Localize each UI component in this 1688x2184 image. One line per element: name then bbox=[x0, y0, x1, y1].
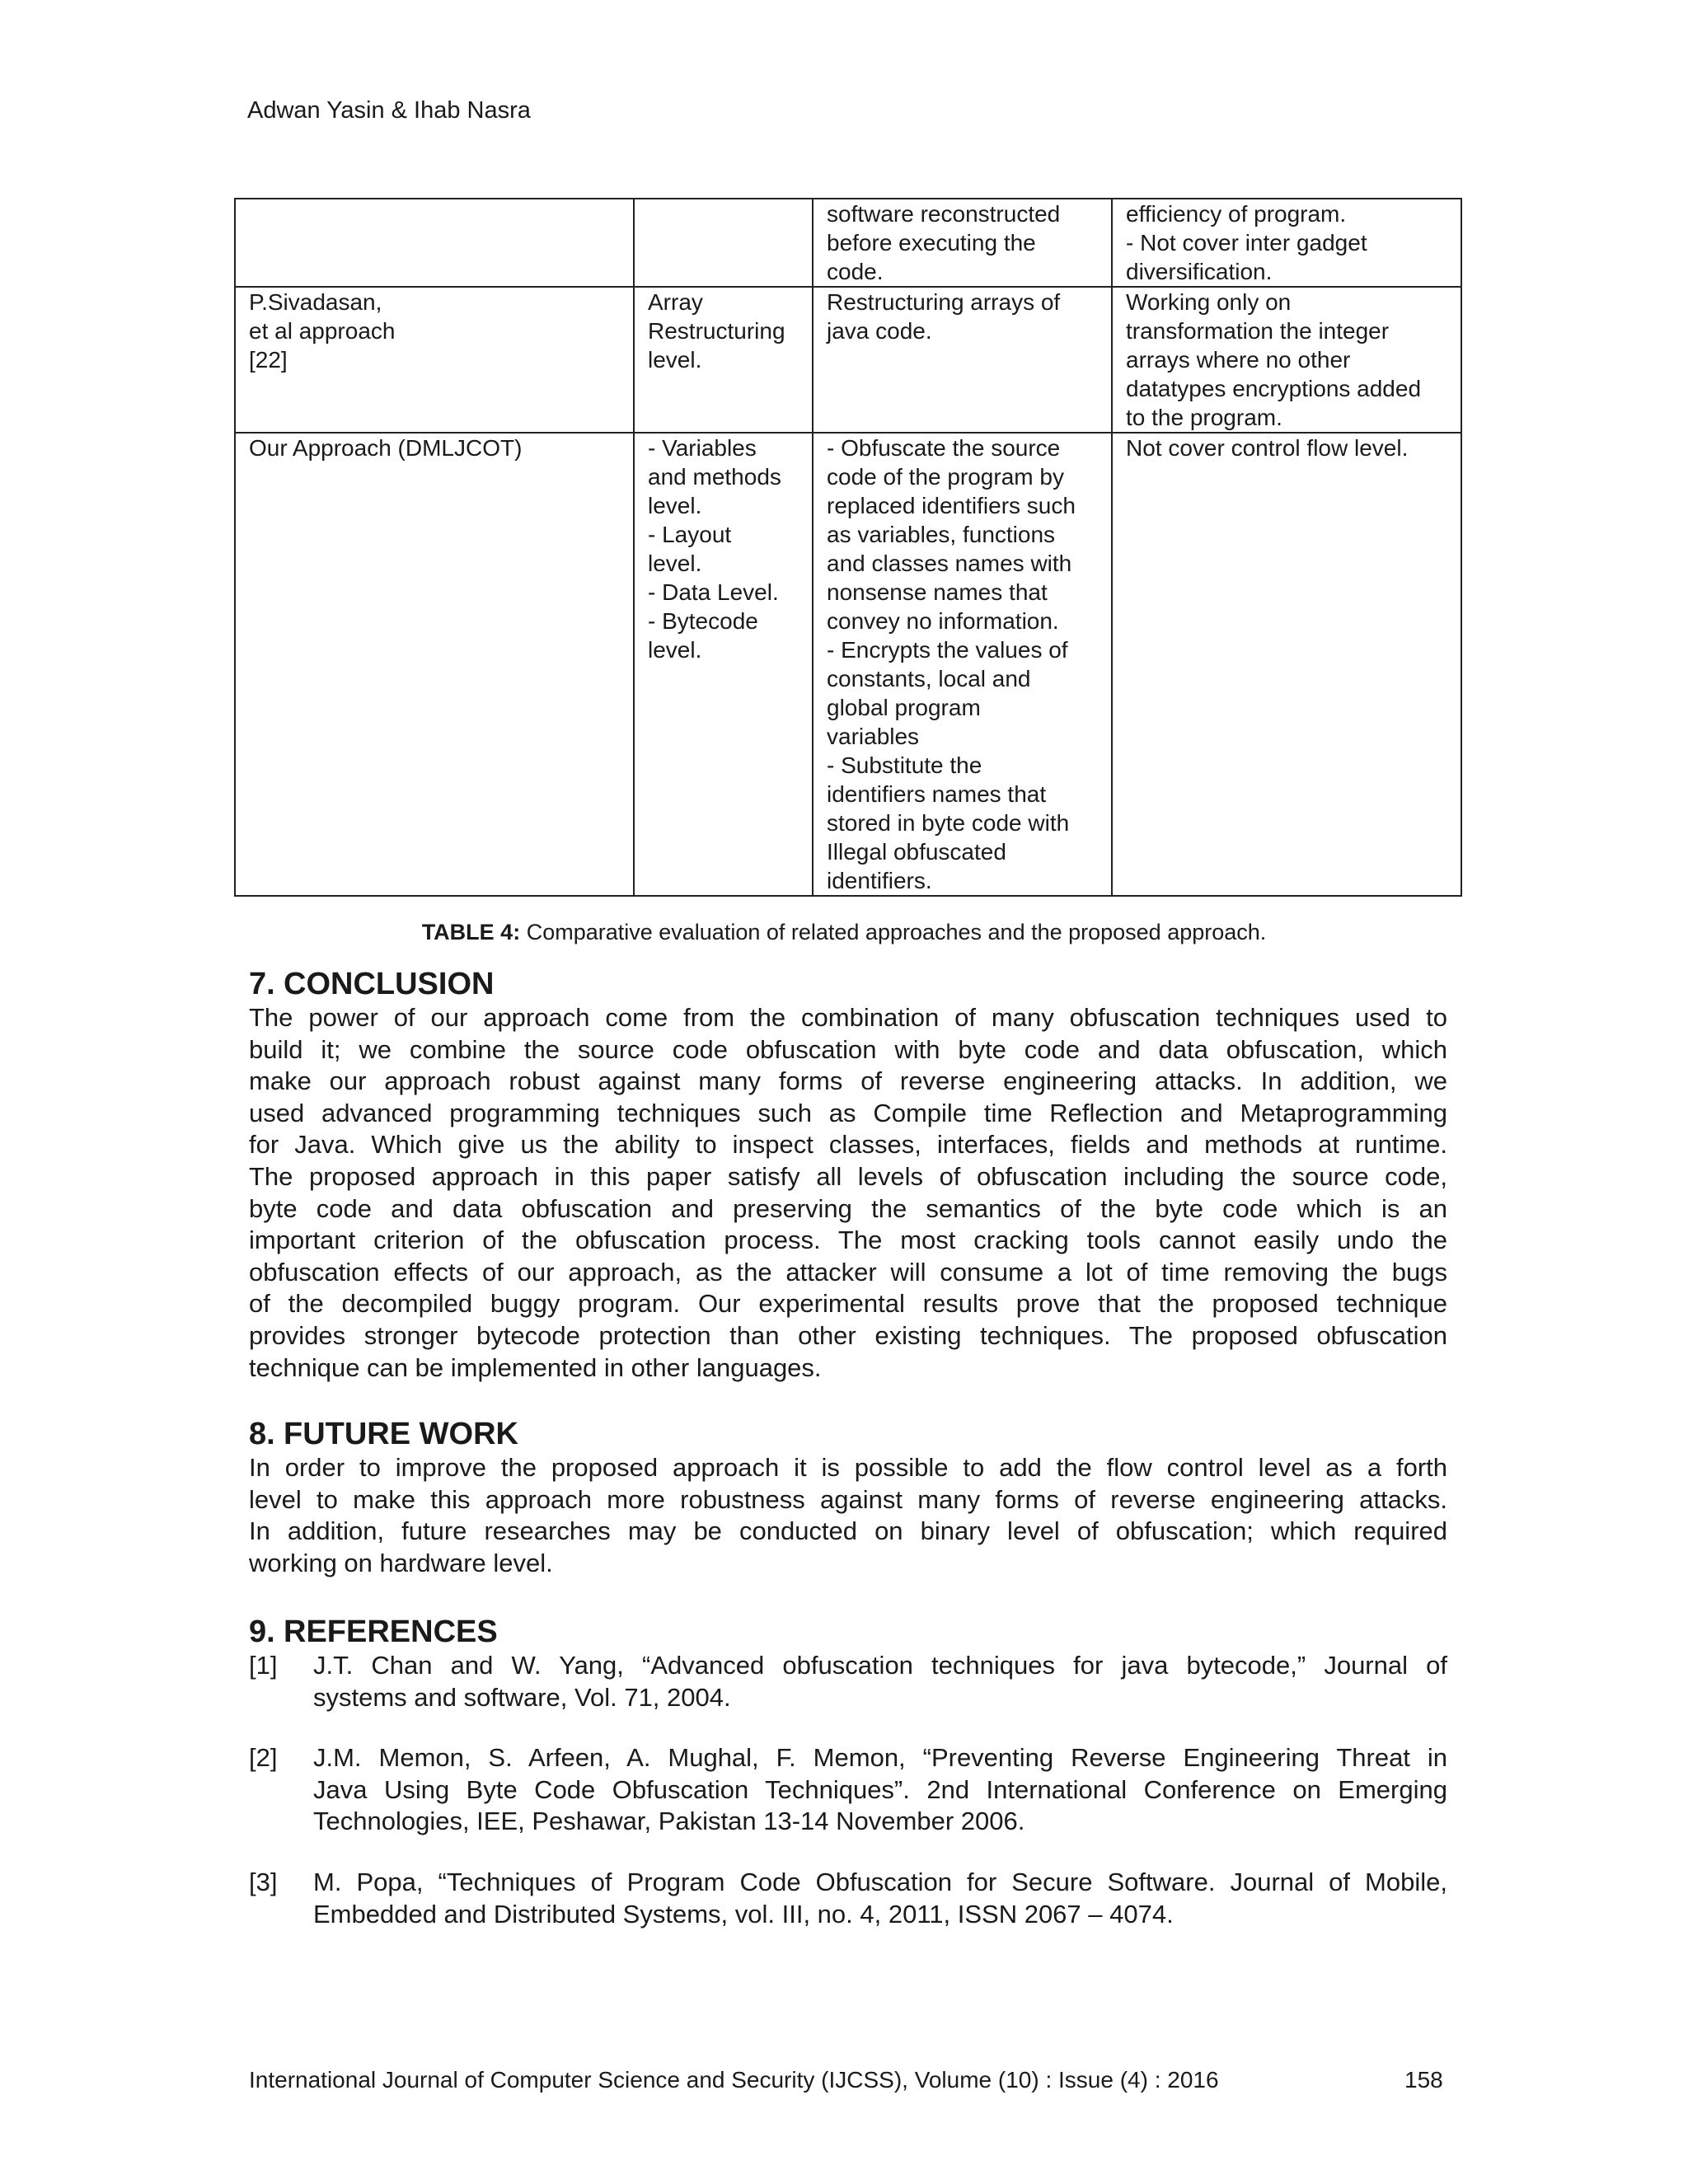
comparison-table-body bbox=[235, 199, 1461, 896]
table-cell bbox=[235, 287, 634, 433]
references-heading bbox=[249, 1614, 1447, 1650]
table-caption-label: TABLE 4: bbox=[421, 920, 521, 944]
table-cell-line: variables bbox=[827, 724, 920, 749]
paragraph-line: for Java. Which give us the ability to inspect classes, interfaces, fields and methods at runtime. bbox=[249, 1130, 1447, 1160]
table-cell-line: level. bbox=[648, 637, 702, 663]
table-cell-line: to the program. bbox=[1126, 405, 1282, 430]
table-cell-line: Illegal obfuscated bbox=[827, 839, 1006, 865]
table-cell bbox=[813, 287, 1112, 433]
references-title: REFERENCES bbox=[284, 1615, 498, 1649]
table-cell-line: stored in byte code with bbox=[827, 810, 1070, 836]
table-cell bbox=[235, 433, 634, 896]
paragraph-line: used advanced programming techniques such as Compile time Reflection and Metaprogramming bbox=[249, 1098, 1447, 1127]
future-work-number: 8. bbox=[249, 1417, 275, 1451]
table-cell-line: Working only on bbox=[1126, 289, 1292, 315]
conclusion-number: 7. bbox=[249, 967, 275, 1001]
reference-line: J.T. Chan and W. Yang, “Advanced obfuscation techniques for java bytecode,” Journal of bbox=[313, 1651, 1447, 1680]
table-cell-line: before executing the bbox=[827, 230, 1036, 255]
table-cell-line: transformation the integer bbox=[1126, 318, 1390, 344]
future-work-section bbox=[249, 1416, 1447, 1579]
reference-item bbox=[249, 1742, 1447, 1838]
table-cell-line: java code. bbox=[827, 318, 932, 344]
conclusion-section bbox=[249, 966, 1447, 1384]
table-cell-line: - Layout bbox=[648, 522, 732, 547]
paragraph-line: level to make this approach more robustness against many forms of reverse engineering attacks. bbox=[249, 1484, 1447, 1514]
table-caption bbox=[0, 920, 1688, 945]
table-cell-line: Not cover control flow level. bbox=[1126, 435, 1409, 461]
table-cell-line: P.Sivadasan, bbox=[249, 289, 382, 315]
table-cell-line: nonsense names that bbox=[827, 579, 1048, 605]
footer-journal: International Journal of Computer Science and Security (IJCSS), Volume (10) : Issue (4) : 2016 bbox=[249, 2067, 1219, 2093]
conclusion-heading bbox=[249, 966, 1447, 1002]
conclusion-paragraph bbox=[249, 1002, 1447, 1384]
reference-line: J.M. Memon, S. Arfeen, A. Mughal, F. Memon, “Preventing Reverse Engineering Threat in bbox=[313, 1743, 1447, 1773]
reference-item bbox=[249, 1867, 1447, 1930]
table-cell-line: arrays where no other bbox=[1126, 347, 1351, 373]
table-cell-line: and classes names with bbox=[827, 551, 1072, 576]
reference-number: [3] bbox=[249, 1867, 278, 1896]
paragraph-line: In addition, future researches may be conducted on binary level of obfuscation; which required bbox=[249, 1516, 1447, 1546]
paragraph-line: technique can be implemented in other languages. bbox=[249, 1352, 822, 1382]
reference-text bbox=[313, 1867, 1447, 1930]
paragraph-line: build it; we combine the source code obfuscation with byte code and data obfuscation, which bbox=[249, 1034, 1447, 1064]
running-header-author: Adwan Yasin & Ihab Nasra bbox=[247, 97, 531, 124]
paragraph-line: In order to improve the proposed approach it is possible to add the flow control level as a forth bbox=[249, 1453, 1447, 1482]
table-cell bbox=[813, 199, 1112, 287]
table-cell bbox=[1112, 433, 1461, 896]
table-cell-line: level. bbox=[648, 347, 702, 373]
table-cell-line: convey no information. bbox=[827, 608, 1059, 634]
paragraph-line: working on hardware level. bbox=[249, 1548, 553, 1577]
reference-text bbox=[313, 1650, 1447, 1713]
paragraph-line: The power of our approach come from the combination of many obfuscation techniques used to bbox=[249, 1003, 1447, 1032]
table-cell-line: - Substitute the bbox=[827, 752, 982, 778]
table-cell-line: [22] bbox=[249, 347, 288, 373]
table-cell-line: global program bbox=[827, 695, 981, 720]
table-cell-line: efficiency of program. bbox=[1126, 201, 1347, 227]
table-cell bbox=[813, 433, 1112, 896]
reference-line: Embedded and Distributed Systems, vol. III, no. 4, 2011, ISSN 2067 – 4074. bbox=[313, 1899, 1174, 1929]
conclusion-title: CONCLUSION bbox=[284, 967, 495, 1001]
reference-text bbox=[313, 1742, 1447, 1838]
paragraph-line: important criterion of the obfuscation process. The most cracking tools cannot easily undo the bbox=[249, 1226, 1447, 1255]
table-cell-line: Restructuring bbox=[648, 318, 785, 344]
table-row bbox=[235, 433, 1461, 896]
table-cell-line: et al approach bbox=[249, 318, 396, 344]
table-row bbox=[235, 199, 1461, 287]
table-cell-line: replaced identifiers such bbox=[827, 493, 1076, 518]
table-row bbox=[235, 287, 1461, 433]
paragraph-line: obfuscation effects of our approach, as the attacker will consume a lot of time removing the bugs bbox=[249, 1257, 1447, 1286]
paragraph-line: byte code and data obfuscation and preserving the semantics of the byte code which is an bbox=[249, 1193, 1447, 1223]
table-cell-line: code. bbox=[827, 259, 884, 284]
table-cell bbox=[634, 287, 813, 433]
reference-list bbox=[249, 1650, 1447, 1930]
table-cell-line: identifiers. bbox=[827, 868, 932, 893]
reference-number: [1] bbox=[249, 1651, 278, 1680]
paragraph-line: make our approach robust against many forms of reverse engineering attacks. In addition, we bbox=[249, 1066, 1447, 1096]
page-number: 158 bbox=[1404, 2067, 1443, 2093]
table-cell-line: - Data Level. bbox=[648, 579, 779, 605]
future-work-paragraph bbox=[249, 1452, 1447, 1579]
references-section bbox=[249, 1614, 1447, 1959]
table-cell-line: - Encrypts the values of bbox=[827, 637, 1068, 663]
paragraph-line: provides stronger bytecode protection than other existing techniques. The proposed obfuscation bbox=[249, 1320, 1447, 1350]
table-cell-line: level. bbox=[648, 551, 702, 576]
table-cell bbox=[1112, 199, 1461, 287]
reference-line: Java Using Byte Code Obfuscation Techniques”. 2nd International Conference on Emerging bbox=[313, 1774, 1447, 1804]
table-cell-line: - Not cover inter gadget bbox=[1126, 230, 1367, 255]
table-cell-line: identifiers names that bbox=[827, 781, 1047, 807]
future-work-heading bbox=[249, 1416, 1447, 1452]
table-cell-line: constants, local and bbox=[827, 666, 1031, 691]
paragraph-line: of the decompiled buggy program. Our experimental results prove that the proposed technique bbox=[249, 1289, 1447, 1319]
table-cell-line: Our Approach (DMLJCOT) bbox=[249, 435, 523, 461]
table-cell-line: diversification. bbox=[1126, 259, 1273, 284]
references-number: 9. bbox=[249, 1615, 275, 1649]
table-cell-line: - Variables bbox=[648, 435, 757, 461]
future-work-title: FUTURE WORK bbox=[284, 1417, 518, 1451]
table-cell-line: code of the program by bbox=[827, 464, 1064, 490]
table-cell-line: Array bbox=[648, 289, 703, 315]
reference-number: [2] bbox=[249, 1743, 278, 1773]
comparison-table bbox=[234, 198, 1462, 897]
paragraph-line: The proposed approach in this paper satisfy all levels of obfuscation including the source code, bbox=[249, 1161, 1447, 1191]
table-cell-line: as variables, functions bbox=[827, 522, 1056, 547]
reference-item bbox=[249, 1650, 1447, 1713]
table-cell-line: software reconstructed bbox=[827, 201, 1061, 227]
reference-line: Technologies, IEE, Peshawar, Pakistan 13-14 November 2006. bbox=[313, 1807, 1025, 1836]
reference-line: M. Popa, “Techniques of Program Code Obfuscation for Secure Software. Journal of Mobile, bbox=[313, 1867, 1447, 1896]
reference-line: systems and software, Vol. 71, 2004. bbox=[313, 1682, 731, 1712]
table-caption-text: Comparative evaluation of related approaches and the proposed approach. bbox=[520, 920, 1267, 944]
table-cell-line: and methods bbox=[648, 464, 781, 490]
table-cell-line: - Obfuscate the source bbox=[827, 435, 1061, 461]
table-cell-line: level. bbox=[648, 493, 702, 518]
table-cell bbox=[634, 433, 813, 896]
table-cell bbox=[235, 199, 634, 287]
table-cell-line: - Bytecode bbox=[648, 608, 758, 634]
table-cell-line: datatypes encryptions added bbox=[1126, 376, 1422, 401]
table-cell-line: Restructuring arrays of bbox=[827, 289, 1061, 315]
table-cell bbox=[1112, 287, 1461, 433]
table-cell bbox=[634, 199, 813, 287]
